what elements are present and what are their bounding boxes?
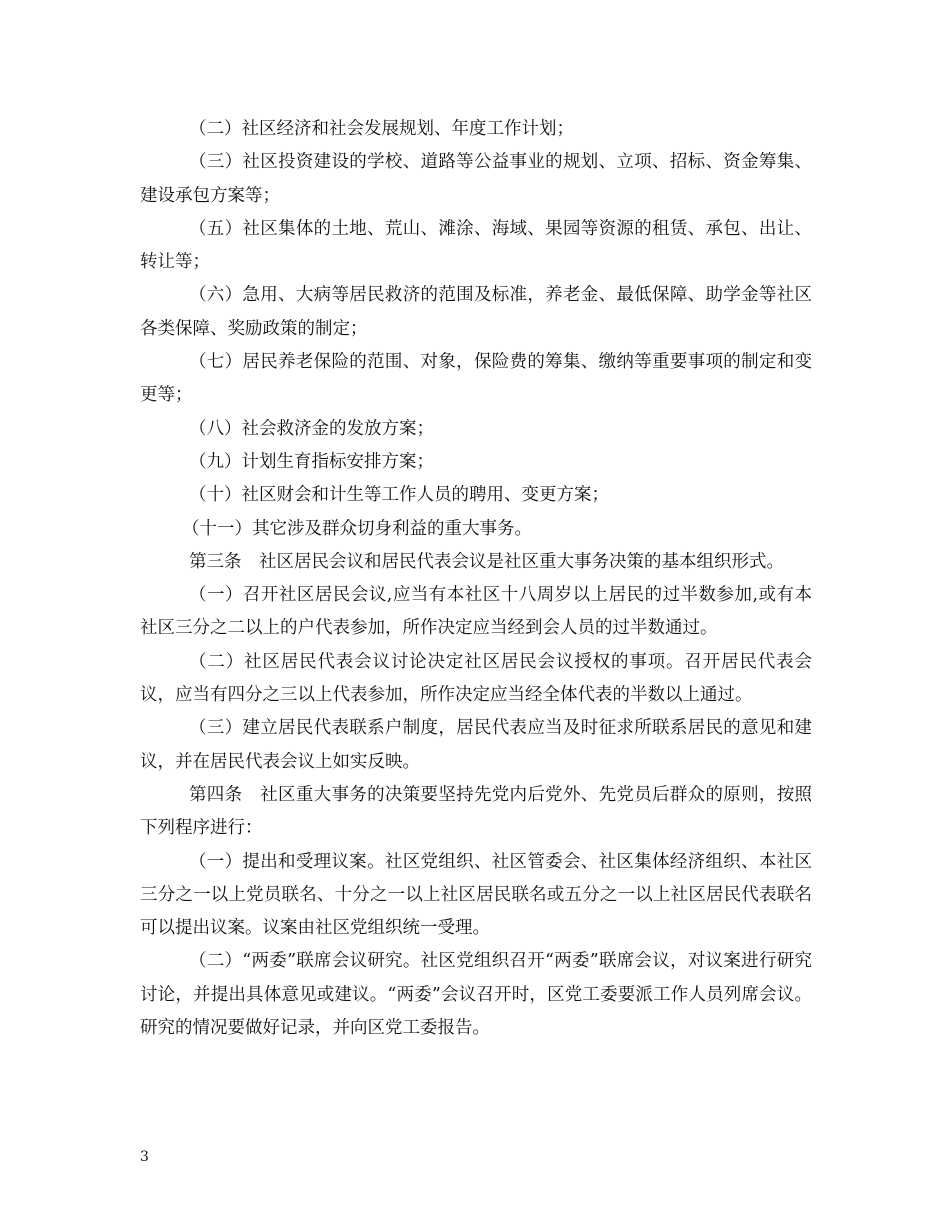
paragraph-item-8: （八）社会救济金的发放方案； (189, 418, 434, 439)
article-4-item-2: （二）“两委”联席会议研究。社区党组织召开“两委”联席会议，对议案进行研究讨论，并提出具体意见或建议。“两委”会议召开时，区党工委要派工作人员列席会议。研究的情况要做好记录，并向区党工委报告。 (140, 951, 812, 1039)
article-4-item-1: （一）提出和受理议案。社区党组织、社区管委会、社区集体经济组织、本社区三分之一以上党员联名、十分之一以上社区居民联名或五分之一以上社区居民代表联名可以提出议案。议案由社区党组织统一受理。 (140, 851, 812, 939)
paragraph-item-3: （三）社区投资建设的学校、道路等公益事业的规划、立项、招标、资金筹集、建设承包方案等； (140, 152, 812, 206)
paragraph-item-6: （六）急用、大病等居民救济的范围及标准，养老金、最低保障、助学金等社区各类保障、奖励政策的制定； (140, 285, 812, 339)
article-3-item-2: （二）社区居民代表会议讨论决定社区居民会议授权的事项。召开居民代表会议，应当有四分之三以上代表参加，所作决定应当经全体代表的半数以上通过。 (140, 651, 812, 706)
article-3-heading-paragraph: 第三条 社区居民会议和居民代表会议是社区重大事务决策的基本组织形式。 (189, 551, 784, 572)
paragraph-item-9: （九）计划生育指标安排方案； (189, 451, 434, 472)
paragraph-item-5: （五）社区集体的土地、荒山、滩涂、海域、果园等资源的租赁、承包、出让、转让等； (140, 218, 812, 273)
paragraph-item-10: （十）社区财会和计生等工作人员的聘用、变更方案； (189, 485, 609, 506)
page-number: 3 (140, 1149, 149, 1165)
paragraph-item-2: （二）社区经济和社会发展规划、年度工作计划； (189, 119, 574, 139)
article-3-item-3: （三）建立居民代表联系户制度，居民代表应当及时征求所联系居民的意见和建议，并在居民代表会议上如实反映。 (140, 718, 812, 772)
document-body (140, 113, 812, 1045)
article-3-item-1: （一）召开社区居民会议,应当有本社区十八周岁以上居民的过半数参加,或有本社区三分之二以上的户代表参加，所作决定应当经到会人员的过半数通过。 (140, 585, 812, 639)
article-4-heading-paragraph: 第四条 社区重大事务的决策要坚持先党内后党外、先党员后群众的原则，按照下列程序进行： (140, 784, 812, 839)
paragraph-item-7: （七）居民养老保险的范围、对象，保险费的筹集、缴纳等重要事项的制定和变更等； (140, 352, 812, 406)
paragraph-item-11: （十一）其它涉及群众切身利益的重大事务。 (182, 518, 532, 539)
